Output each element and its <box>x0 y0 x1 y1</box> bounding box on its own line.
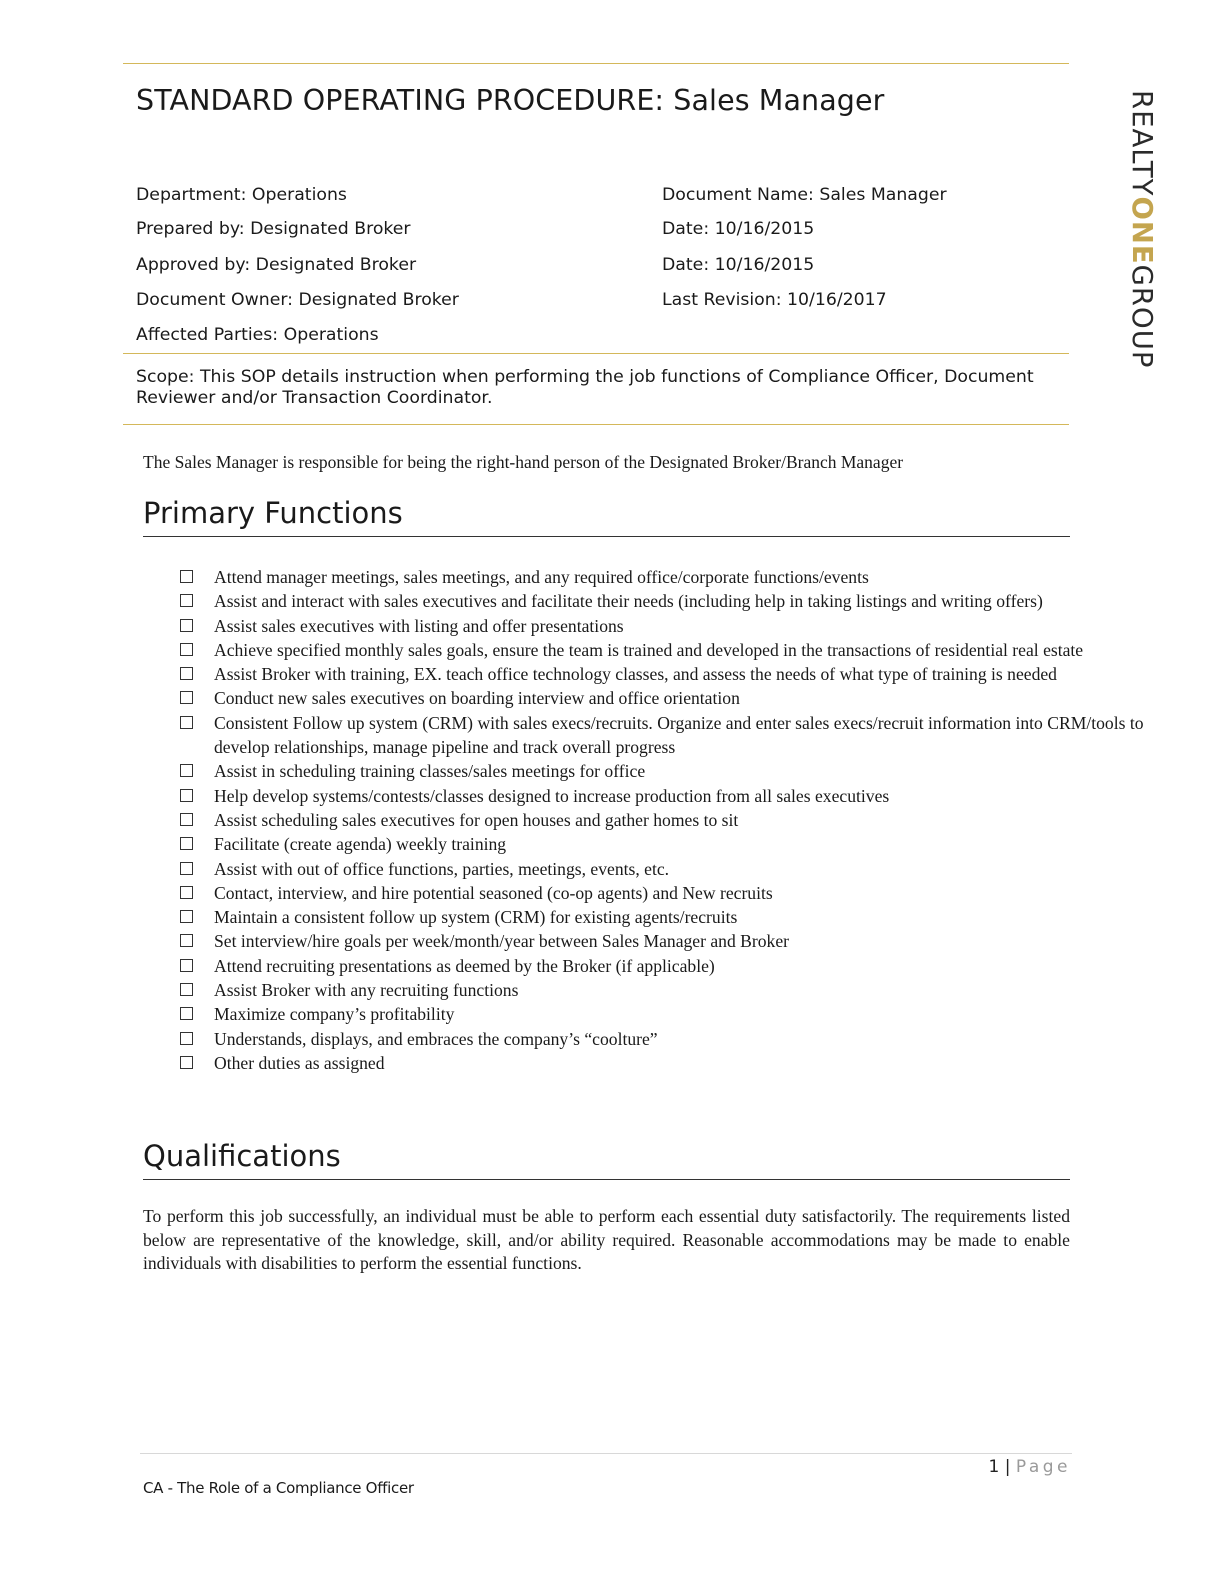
meta-label: Document Name <box>662 185 809 205</box>
function-item <box>178 662 1158 686</box>
function-item-text: Other duties as assigned <box>214 1052 385 1073</box>
scope-label: Scope <box>136 367 189 387</box>
checkbox-icon[interactable] <box>180 764 193 777</box>
function-item-text: Assist with out of office functions, parties, meetings, events, etc. <box>214 858 670 879</box>
page-number <box>988 1457 1071 1477</box>
meta-label: Department <box>136 185 241 205</box>
function-item-text: Contact, interview, and hire potential seasoned (co-op agents) and New recruits <box>214 882 773 903</box>
function-item <box>178 1051 1158 1075</box>
primary-functions-list <box>178 565 1158 1075</box>
function-item <box>178 638 1158 662</box>
meta-prepared-by: Prepared by: Designated Broker <box>136 219 411 239</box>
qualifications-heading: Qualifications <box>143 1139 341 1173</box>
meta-date-prepared: Date: 10/16/2015 <box>662 219 815 239</box>
function-item-text: Assist sales executives with listing and offer presentations <box>214 615 624 636</box>
function-item <box>178 978 1158 1002</box>
meta-date-approved: Date: 10/16/2015 <box>662 255 815 275</box>
page-title: STANDARD OPERATING PROCEDURE: Sales Manager <box>136 84 885 117</box>
meta-label: Affected Parties <box>136 325 273 345</box>
function-item <box>178 881 1158 905</box>
function-item-text: Attend manager meetings, sales meetings, and any required office/corporate functions/events <box>214 567 869 587</box>
function-item <box>178 589 1158 613</box>
meta-label: Approved by <box>136 255 245 275</box>
qualifications-text: To perform this job successfully, an individual must be able to perform each essential duty satisfactorily. The requirements listed below are representative of the knowledge, skill, and/or ability required. Reasonable accommodations may be made to enable individuals with disabilities to perform the essential functions. <box>143 1206 1070 1274</box>
checkbox-icon[interactable] <box>180 837 193 850</box>
header-top-rule <box>123 63 1069 64</box>
meta-value: Operations <box>283 325 379 345</box>
page-number-separator: | <box>1004 1457 1011 1477</box>
function-item-text: Assist in scheduling training classes/sales meetings for office <box>214 761 646 782</box>
meta-affected-parties: Affected Parties: Operations <box>136 325 379 345</box>
primary-functions-heading: Primary Functions <box>143 496 403 530</box>
checkbox-icon[interactable] <box>180 716 193 729</box>
checkbox-icon[interactable] <box>180 910 193 923</box>
meta-value: 10/16/2015 <box>714 255 815 275</box>
checkbox-icon[interactable] <box>180 619 193 632</box>
meta-label: Date <box>662 255 704 275</box>
meta-value: Designated Broker <box>250 219 411 239</box>
function-item-text: Assist Broker with training, EX. teach office technology classes, and assess the needs of what type of training is needed <box>214 664 1057 685</box>
intro-text: The Sales Manager is responsible for being the right-hand person of the Designated Broker/Branch Manager <box>143 452 904 472</box>
brand-logo-part-group: GROUP <box>1126 264 1158 369</box>
function-item <box>178 1027 1158 1051</box>
function-item <box>178 954 1158 978</box>
function-item <box>178 905 1158 929</box>
function-item <box>178 759 1158 783</box>
meta-last-revision: Last Revision: 10/16/2017 <box>662 290 887 310</box>
checkbox-icon[interactable] <box>180 959 193 972</box>
brand-logo-part-one: ONE <box>1126 196 1158 265</box>
function-item <box>178 1002 1158 1026</box>
meta-label: Prepared by <box>136 219 239 239</box>
checkbox-icon[interactable] <box>180 1032 193 1045</box>
checkbox-icon[interactable] <box>180 789 193 802</box>
function-item <box>178 614 1158 638</box>
qualifications-rule <box>143 1179 1070 1180</box>
meta-value: Operations <box>251 185 347 205</box>
function-item <box>178 929 1158 953</box>
footer-rule <box>140 1453 1072 1454</box>
function-item-text: Set interview/hire goals per week/month/year between Sales Manager and Broker <box>214 931 790 952</box>
checkbox-icon[interactable] <box>180 886 193 899</box>
function-item-text: Assist and interact with sales executives and facilitate their needs (including help in taking listings and writing offers) <box>214 591 1043 612</box>
checkbox-icon[interactable] <box>180 983 193 996</box>
function-item <box>178 832 1158 856</box>
meta-document-owner: Document Owner: Designated Broker <box>136 290 459 310</box>
scope-text: This SOP details instruction when performing the job functions of Compliance Officer, Document Reviewer and/or Transaction Coordinator. <box>136 367 1034 408</box>
brand-logo-part-realty: REALTY <box>1126 90 1158 197</box>
meta-value: Sales Manager <box>819 185 947 205</box>
function-item-text: Assist Broker with any recruiting functions <box>214 980 519 1001</box>
meta-value: Designated Broker <box>255 255 417 275</box>
meta-value: 10/16/2017 <box>787 290 887 310</box>
meta-label: Last Revision <box>662 290 776 310</box>
page-number-value: 1 <box>988 1457 1000 1477</box>
checkbox-icon[interactable] <box>180 934 193 947</box>
checkbox-icon[interactable] <box>180 813 193 826</box>
meta-approved-by: Approved by: Designated Broker <box>136 255 417 275</box>
function-item-text: Attend recruiting presentations as deemed by the Broker (if applicable) <box>214 955 715 976</box>
function-item <box>178 808 1158 832</box>
scope-block: Scope: This SOP details instruction when performing the job functions of Compliance Officer, Document Reviewer and/or Transaction Coordinator. <box>136 367 1034 408</box>
footer-document-label: CA - The Role of a Compliance Officer <box>143 1479 414 1497</box>
checkbox-icon[interactable] <box>180 1056 193 1069</box>
checkbox-icon[interactable] <box>180 570 193 583</box>
function-item-text: Assist scheduling sales executives for open houses and gather homes to sit <box>214 809 739 830</box>
checkbox-icon[interactable] <box>180 594 193 607</box>
function-item-text: Understands, displays, and embraces the company’s “coolture” <box>214 1028 658 1049</box>
meta-value: 10/16/2015 <box>714 219 815 239</box>
function-item <box>178 784 1158 808</box>
checkbox-icon[interactable] <box>180 691 193 704</box>
primary-functions-rule <box>143 536 1070 537</box>
checkbox-icon[interactable] <box>180 643 193 656</box>
meta-value: Designated Broker <box>298 290 459 310</box>
function-item-text: Conduct new sales executives on boarding interview and office orientation <box>214 688 740 709</box>
meta-bottom-rule <box>123 353 1069 354</box>
brand-logo <box>1126 90 1158 368</box>
function-item-text: Achieve specified monthly sales goals, ensure the team is trained and developed in the transactions of residential real estate <box>214 639 1084 660</box>
checkbox-icon[interactable] <box>180 1007 193 1020</box>
checkbox-icon[interactable] <box>180 667 193 680</box>
function-item <box>178 686 1158 710</box>
function-item <box>178 565 1158 589</box>
function-item <box>178 711 1158 760</box>
meta-label: Date <box>662 219 704 239</box>
meta-label: Document Owner <box>136 290 288 310</box>
function-item-text: Maximize company’s profitability <box>214 1004 455 1025</box>
checkbox-icon[interactable] <box>180 862 193 875</box>
page-number-label: Page <box>1015 1457 1071 1477</box>
meta-department: Department: Operations <box>136 185 347 205</box>
meta-document-name: Document Name: Sales Manager <box>662 185 947 205</box>
scope-bottom-rule <box>123 424 1069 425</box>
function-item <box>178 857 1158 881</box>
function-item-text: Maintain a consistent follow up system (CRM) for existing agents/recruits <box>214 907 738 928</box>
function-item-text: Facilitate (create agenda) weekly training <box>214 834 507 855</box>
function-item-text: Help develop systems/contests/classes designed to increase production from all sales executives <box>214 785 890 806</box>
function-item-text: Consistent Follow up system (CRM) with sales execs/recruits. Organize and enter sales execs/recruit information into CRM/tools to develop relationships, manage pipeline and track overall progress <box>214 712 1144 758</box>
